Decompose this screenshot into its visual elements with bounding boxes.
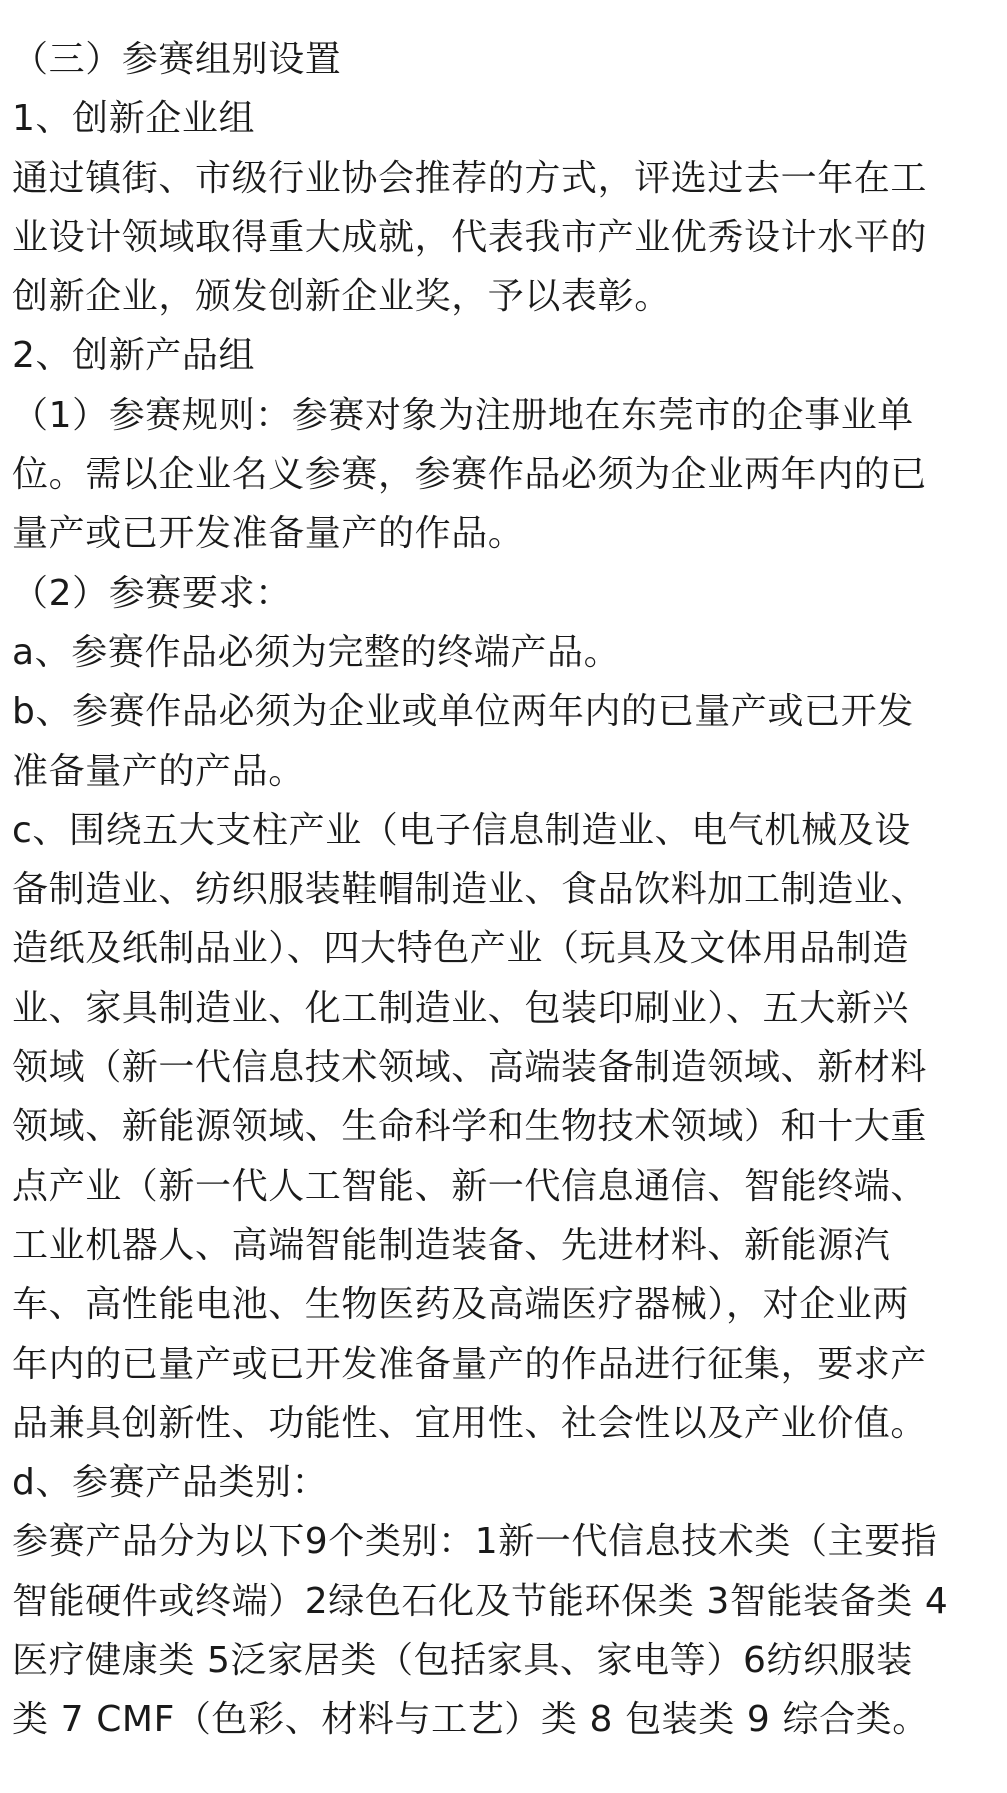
text-line: 年内的已量产或已开发准备量产的作品进行征集，要求产 [12,1343,928,1385]
text-line: 医疗健康类 5泛家居类（包括家具、家电等）6纺织服装 [12,1640,913,1682]
text-line: 位。需以企业名义参赛，参赛作品必须为企业两年内的已 [12,454,928,496]
subsection-heading: 2、创新产品组 [12,335,256,377]
text-line: c、围绕五大支柱产业（电子信息制造业、电气机械及设 [12,809,911,851]
subsection-heading: 1、创新企业组 [12,98,256,140]
text-line: 量产或已开发准备量产的作品。 [12,513,525,555]
text-line: 造纸及纸制品业）、四大特色产业（玩具及文体用品制造 [12,928,910,970]
text-line: 车、高性能电池、生物医药及高端医疗器械），对企业两 [12,1284,910,1326]
text-line: 创新企业，颁发创新企业奖，予以表彰。 [12,276,671,318]
text-line: d、参赛产品类别： [12,1462,329,1504]
text-line: 工业机器人、高端智能制造装备、先进材料、新能源汽 [12,1224,891,1266]
text-line: 业、家具制造业、化工制造业、包装印刷业）、五大新兴 [12,987,910,1029]
text-line: 领域、新能源领域、生命科学和生物技术领域）和十大重 [12,1106,928,1148]
text-line: 通过镇街、市级行业协会推荐的方式，评选过去一年在工 [12,157,928,199]
text-line: 业设计领域取得重大成就，代表我市产业优秀设计水平的 [12,216,928,258]
text-line: a、参赛作品必须为完整的终端产品。 [12,631,621,673]
text-line: 参赛产品分为以下9个类别：1新一代信息技术类（主要指 [12,1521,938,1563]
text-line: 点产业（新一代人工智能、新一代信息通信、智能终端、 [12,1165,928,1207]
text-line: （1）参赛规则：参赛对象为注册地在东莞市的企事业单 [12,394,914,436]
text-line: 领域（新一代信息技术领域、高端装备制造领域、新材料 [12,1047,928,1089]
text-line: （2）参赛要求： [12,572,292,614]
text-line: 备制造业、纺织服装鞋帽制造业、食品饮料加工制造业、 [12,869,928,911]
text-line: 品兼具创新性、功能性、宜用性、社会性以及产业价值。 [12,1402,928,1444]
text-line: 类 7 CMF（色彩、材料与工艺）类 8 包装类 9 综合类。 [12,1699,929,1741]
section-heading: （三）参赛组别设置 [12,39,342,80]
text-line: 准备量产的产品。 [12,750,305,792]
text-line: b、参赛作品必须为企业或单位两年内的已量产或已开发 [12,691,914,733]
text-line: 智能硬件或终端）2绿色石化及节能环保类 3智能装备类 4 [12,1580,949,1622]
